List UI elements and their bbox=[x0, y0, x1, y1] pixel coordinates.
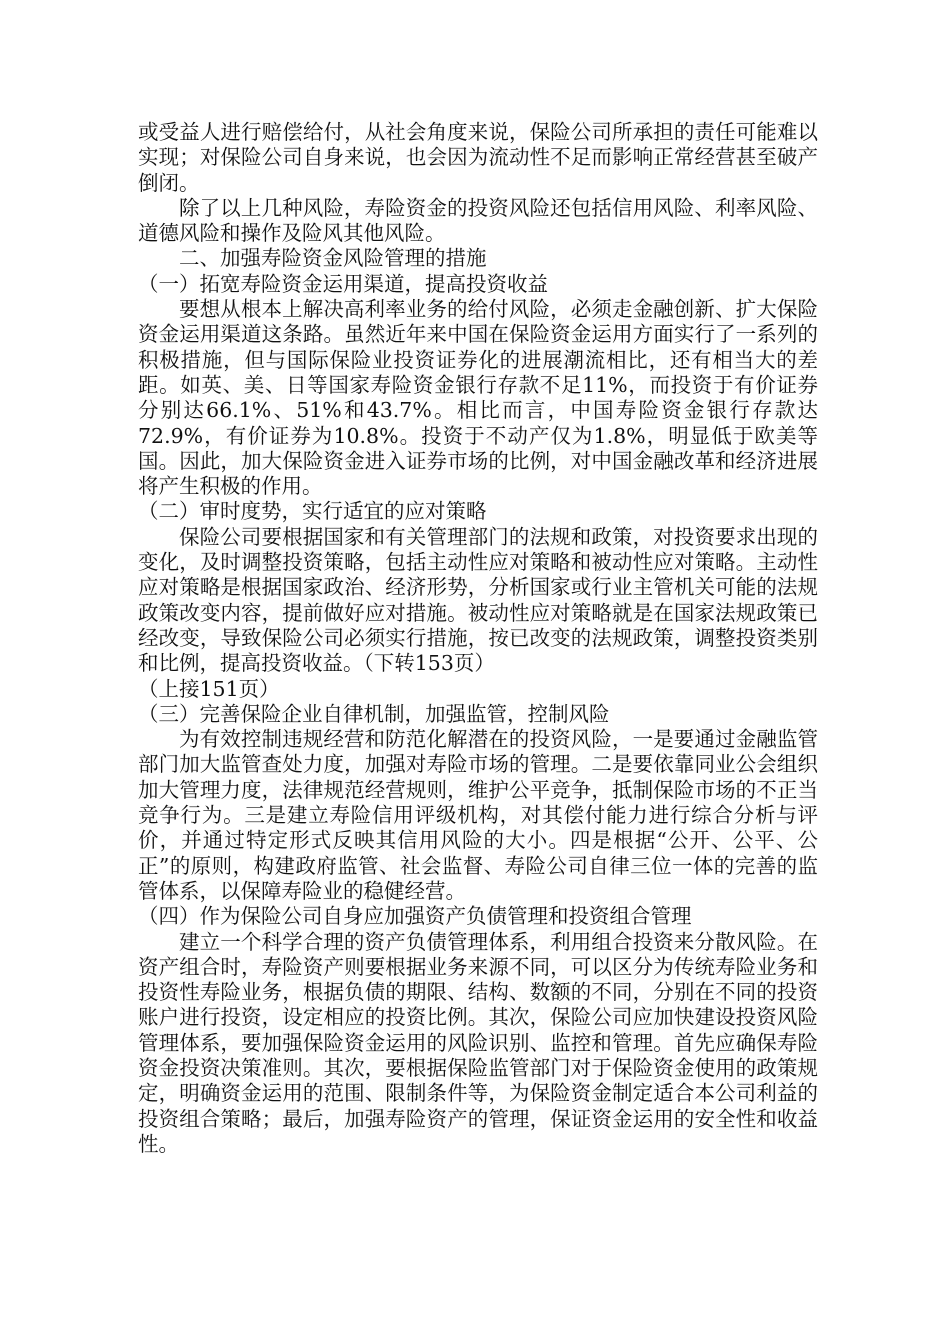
document-page bbox=[138, 120, 818, 1157]
section-heading-measures: 二、加强寿险资金风险管理的措施 bbox=[179, 246, 487, 271]
subheading-1: （一）拓宽寿险资金运用渠道，提高投资收益 bbox=[138, 271, 548, 296]
paragraph-supervision: 为有效控制违规经营和防范化解潜在的投资风险，一是要通过金融监管部门加大监管查处力度，加强对寿险市场的管理。二是要依靠同业公会组织加大管理力度，法律规范经营规则，维护公平竞争，抵制保险市场的不正当竞争行为。三是建立寿险信用评级机构，对其偿付能力进行综合分析与评价，并通过特定形式反映其信用风险的大小。四是根据“公开、公平、公正”的原则，构建政府监管、社会监督、寿险公司自律三位一体的完善的监管体系，以保障寿险业的稳健经营。 bbox=[138, 727, 818, 903]
paragraph-asset-liability: 建立一个科学合理的资产负债管理体系，利用组合投资来分散风险。在资产组合时，寿险资产则要根据业务来源不同，可以区分为传统寿险业务和投资性寿险业务，根据负债的期限、结构、数额的不同，分别在不同的投资账户进行投资，设定相应的投资比例。其次，保险公司应加快建设投资风险管理体系，要加强保险资金运用的风险识别、监控和管理。首先应确保寿险资金投资决策准则。其次，要根据保险监管部门对于保险资金使用的政策规定，明确资金运用的范围、限制条件等，为保险资金制定适合本公司利益的投资组合策略；最后，加强寿险资产的管理，保证资金运用的安全性和收益性。 bbox=[138, 929, 818, 1156]
paragraph-other-risks: 除了以上几种风险，寿险资金的投资风险还包括信用风险、利率风险、道德风险和操作及险风其他风险。 bbox=[138, 195, 818, 246]
subheading-2: （二）审时度势，实行适宜的应对策略 bbox=[138, 499, 487, 524]
subheading-4: （四）作为保险公司自身应加强资产负债管理和投资组合管理 bbox=[138, 904, 692, 929]
subheading-3: （三）完善保险企业自律机制，加强监管，控制风险 bbox=[138, 701, 610, 726]
page-continuation-marker: （上接151页） bbox=[138, 676, 280, 701]
paragraph-channels: 要想从根本上解决高利率业务的给付风险，必须走金融创新、扩大保险资金运用渠道这条路。虽然近年来中国在保险资金运用方面实行了一系列的积极措施，但与国际保险业投资证券化的进展潮流相比，还有相当大的差距。如英、美、日等国家寿险资金银行存款不足11%，而投资于有价证券分别达66.1%、51%和43.7%。相比而言，中国寿险资金银行存款达72.9%，有价证券为10.8%。投资于不动产仅为1.8%，明显低于欧美等国。因此，加大保险资金进入证券市场的比例，对中国金融改革和经济进展将产生积极的作用。 bbox=[138, 297, 818, 499]
paragraph-strategy: 保险公司要根据国家和有关管理部门的法规和政策，对投资要求出现的变化，及时调整投资策略，包括主动性应对策略和被动性应对策略。主动性应对策略是根据国家政治、经济形势，分析国家或行业主管机关可能的法规政策改变内容，提前做好应对措施。被动性应对策略就是在国家法规政策已经改变，导致保险公司必须实行措施，按已改变的法规政策，调整投资类别和比例，提高投资收益。（下转153页） bbox=[138, 524, 818, 676]
paragraph-continued: 或受益人进行赔偿给付，从社会角度来说，保险公司所承担的责任可能难以实现；对保险公司自身来说，也会因为流动性不足而影响正常经营甚至破产倒闭。 bbox=[138, 120, 818, 195]
